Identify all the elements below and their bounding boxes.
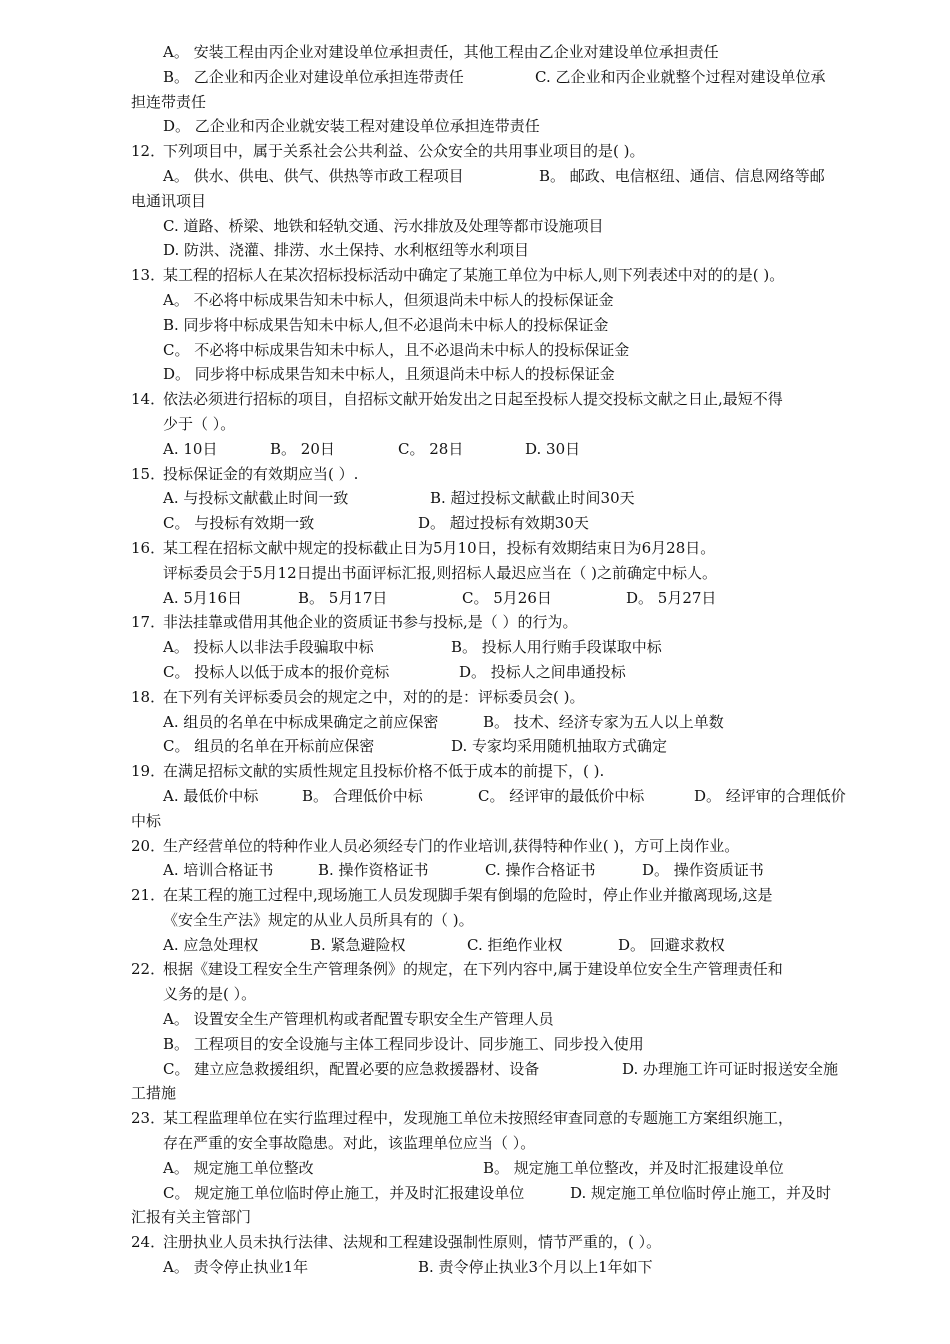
text-line [0, 189, 950, 214]
option-text: A. 5月16日 [163, 588, 242, 607]
text-line [0, 362, 950, 387]
text-line [0, 338, 950, 363]
option-text: D. 30日 [525, 439, 581, 458]
question-number: 18． [131, 687, 166, 706]
option-text: C. 道路、桥梁、地铁和轻轨交通、污水排放及处理等都市设施项目 [163, 216, 604, 235]
question-line [0, 685, 950, 710]
option-text: B。 20日 [270, 439, 335, 458]
option-text: C。 组员的名单在开标前应保密 [163, 737, 375, 756]
text-line [0, 288, 950, 313]
question-text: 某工程监理单位在实行监理过程中，发现施工单位未按照经审查同意的专题施工方案组织施工， [163, 1109, 794, 1128]
option-text: B。 合理低价中标 [302, 786, 423, 805]
question-text: 生产经营单位的特种作业人员必须经专门的作业培训,获得特种作业( )，方可上岗作业。 [163, 836, 740, 855]
text-line [0, 734, 950, 759]
option-text: D。 回避求救权 [618, 935, 725, 954]
option-text: B。 投标人用行贿手段谋取中标 [451, 638, 662, 657]
continuation-text: 义务的是( ）。 [163, 985, 257, 1004]
question-number: 19． [131, 762, 166, 781]
text-line [0, 412, 950, 437]
option-text: A。 投标人以非法手段骗取中标 [163, 638, 374, 657]
continuation-text: 担连带责任 [131, 92, 207, 111]
option-text: C. 操作合格证书 [485, 861, 596, 880]
option-text: B. 超过投标文献截止时间30天 [430, 489, 635, 508]
question-number: 16． [131, 538, 166, 557]
question-number: 22． [131, 960, 166, 979]
question-line [0, 759, 950, 784]
question-number: 21． [131, 886, 166, 905]
question-line [0, 834, 950, 859]
text-line [0, 1032, 950, 1057]
question-line [0, 387, 950, 412]
option-text: A。 供水、供电、供气、供热等市政工程项目 [163, 166, 464, 185]
question-text: 非法挂靠或借用其他企业的资质证书参与投标,是（ ）的行为。 [163, 613, 578, 632]
text-line [0, 65, 950, 90]
option-text: C。 5月26日 [462, 588, 552, 607]
continuation-text: 电通讯项目 [131, 191, 207, 210]
question-text: 根据《建设工程安全生产管理条例》的规定，在下列内容中,属于建设单位安全生产管理责任和 [163, 960, 783, 979]
option-text: C。 规定施工单位临时停止施工，并及时汇报建设单位 [163, 1183, 525, 1202]
continuation-text: 评标委员会于5月12日提出书面评标汇报,则招标人最迟应当在（ )之前确定中标人。 [163, 563, 718, 582]
option-text: D。 操作资质证书 [642, 861, 764, 880]
option-text: C。 28日 [398, 439, 464, 458]
option-text: A. 组员的名单在中标成果确定之前应保密 [163, 712, 439, 731]
option-text: D。 投标人之间串通投标 [459, 662, 626, 681]
question-text: 依法必须进行招标的项目，自招标文献开始发出之日起至投标人提交投标文献之日止,最短不得 [163, 390, 783, 409]
option-text: C. 拒绝作业权 [467, 935, 563, 954]
text-line [0, 164, 950, 189]
text-line [0, 710, 950, 735]
continuation-text: 汇报有关主管部门 [131, 1208, 252, 1227]
question-number: 24． [131, 1233, 166, 1252]
option-text: D. 规定施工单位临时停止施工，并及时 [570, 1183, 832, 1202]
option-text: A。 不必将中标成果告知未中标人，但须退尚未中标人的投标保证金 [163, 290, 614, 309]
option-text: B。 5月17日 [298, 588, 388, 607]
continuation-text: 中标 [131, 811, 162, 830]
text-line [0, 1205, 950, 1230]
text-line [0, 114, 950, 139]
question-text: 下列项目中，属于关系社会公共利益、公众安全的共用事业项目的是( )。 [163, 142, 645, 161]
question-line [0, 957, 950, 982]
question-line [0, 610, 950, 635]
option-text: A. 应急处理权 [163, 935, 259, 954]
continuation-text: 工措施 [131, 1084, 177, 1103]
text-line [0, 238, 950, 263]
text-line [0, 635, 950, 660]
text-line [0, 40, 950, 65]
text-line [0, 1007, 950, 1032]
continuation-text: 少于（ ）。 [163, 414, 236, 433]
text-line [0, 1255, 950, 1280]
question-line [0, 462, 950, 487]
text-line [0, 908, 950, 933]
text-line [0, 660, 950, 685]
option-text: A. 10日 [163, 439, 218, 458]
option-text: C。 建立应急救援组织，配置必要的应急救援器材、设备 [163, 1059, 540, 1078]
text-line [0, 1181, 950, 1206]
question-text: 某工程在招标文献中规定的投标截止日为5月10日，投标有效期结束日为6月28日。 [163, 538, 716, 557]
option-text: B。 规定施工单位整改，并及时汇报建设单位 [483, 1158, 784, 1177]
question-text: 注册执业人员未执行法律、法规和工程建设强制性原则，情节严重的，( ）。 [163, 1233, 662, 1252]
text-line [0, 1131, 950, 1156]
question-number: 12． [131, 142, 166, 161]
question-line [0, 263, 950, 288]
question-text: 在下列有关评标委员会的规定之中，对的的是：评标委员会( )。 [163, 687, 585, 706]
option-text: C。 投标人以低于成本的报价竞标 [163, 662, 390, 681]
question-line [0, 883, 950, 908]
text-line [0, 1081, 950, 1106]
question-text: 在满足招标文献的实质性规定且投标价格不低于成本的前提下，( ). [163, 762, 605, 781]
option-text: A. 与投标文献截止时间一致 [163, 489, 349, 508]
question-number: 15． [131, 464, 166, 483]
question-number: 20． [131, 836, 166, 855]
option-text: D。 乙企业和丙企业就安装工程对建设单位承担连带责任 [163, 117, 540, 136]
question-line [0, 139, 950, 164]
question-text: 某工程的招标人在某次招标投标活动中确定了某施工单位为中标人,则下列表述中对的的是( )。 [163, 266, 785, 285]
option-text: A。 责令停止执业1年 [163, 1258, 309, 1277]
question-text: 在某工程的施工过程中,现场施工人员发现脚手架有倒塌的危险时，停止作业并撤离现场,这是 [163, 886, 773, 905]
option-text: B. 同步将中标成果告知未中标人,但不必退尚未中标人的投标保证金 [163, 315, 609, 334]
question-number: 13． [131, 266, 166, 285]
option-text: D。 5月27日 [626, 588, 717, 607]
question-number: 17． [131, 613, 166, 632]
question-number: 23． [131, 1109, 166, 1128]
text-line [0, 561, 950, 586]
option-text: A。 安装工程由丙企业对建设单位承担责任，其他工程由乙企业对建设单位承担责任 [163, 43, 719, 61]
text-line [0, 1057, 950, 1082]
option-text: D. 防洪、浇灌、排涝、水土保持、水利枢纽等水利项目 [163, 241, 530, 260]
option-text: D. 专家均采用随机抽取方式确定 [451, 737, 668, 756]
text-line [0, 313, 950, 338]
option-text: C。 经评审的最低价中标 [478, 786, 645, 805]
document-page [0, 40, 950, 1280]
text-line [0, 486, 950, 511]
text-line [0, 437, 950, 462]
question-text: 投标保证金的有效期应当( ）. [163, 464, 359, 483]
option-text: A。 设置安全生产管理机构或者配置专职安全生产管理人员 [163, 1010, 554, 1029]
option-text: A. 最低价中标 [163, 786, 259, 805]
text-line [0, 784, 950, 809]
text-line [0, 511, 950, 536]
option-text: D. 办理施工许可证时报送安全施 [622, 1059, 839, 1078]
text-line [0, 214, 950, 239]
option-text: B. 操作资格证书 [318, 861, 429, 880]
option-text: A. 培训合格证书 [163, 861, 274, 880]
option-text: D。 同步将中标成果告知未中标人，且须退尚未中标人的投标保证金 [163, 365, 615, 384]
option-text: B。 工程项目的安全设施与主体工程同步设计、同步施工、同步投入使用 [163, 1034, 644, 1053]
option-text: B。 技术、经济专家为五人以上单数 [483, 712, 724, 731]
text-line [0, 1156, 950, 1181]
text-line [0, 858, 950, 883]
option-text: B. 紧急避险权 [310, 935, 406, 954]
continuation-text: 存在严重的安全事故隐患。对此，该监理单位应当（ ）。 [163, 1134, 536, 1153]
option-text: C. 乙企业和丙企业就整个过程对建设单位承 [535, 67, 826, 86]
question-number: 14． [131, 390, 166, 409]
text-line [0, 809, 950, 834]
option-text: C。 不必将中标成果告知未中标人，且不必退尚未中标人的投标保证金 [163, 340, 630, 359]
question-line [0, 536, 950, 561]
option-text: B。 邮政、电信枢纽、通信、信息网络等邮 [539, 166, 825, 185]
option-text: D。 经评审的合理低价 [694, 786, 846, 805]
option-text: C。 与投标有效期一致 [163, 514, 315, 533]
text-line [0, 90, 950, 115]
continuation-text: 《安全生产法》规定的从业人员所具有的（ )。 [163, 910, 474, 929]
question-line [0, 1230, 950, 1255]
text-line [0, 982, 950, 1007]
option-text: D。 超过投标有效期30天 [418, 514, 589, 533]
option-text: B. 责令停止执业3个月以上1年如下 [418, 1258, 653, 1277]
option-text: B。 乙企业和丙企业对建设单位承担连带责任 [163, 67, 464, 86]
text-line [0, 586, 950, 611]
option-text: A。 规定施工单位整改 [163, 1158, 314, 1177]
text-line [0, 933, 950, 958]
question-line [0, 1106, 950, 1131]
